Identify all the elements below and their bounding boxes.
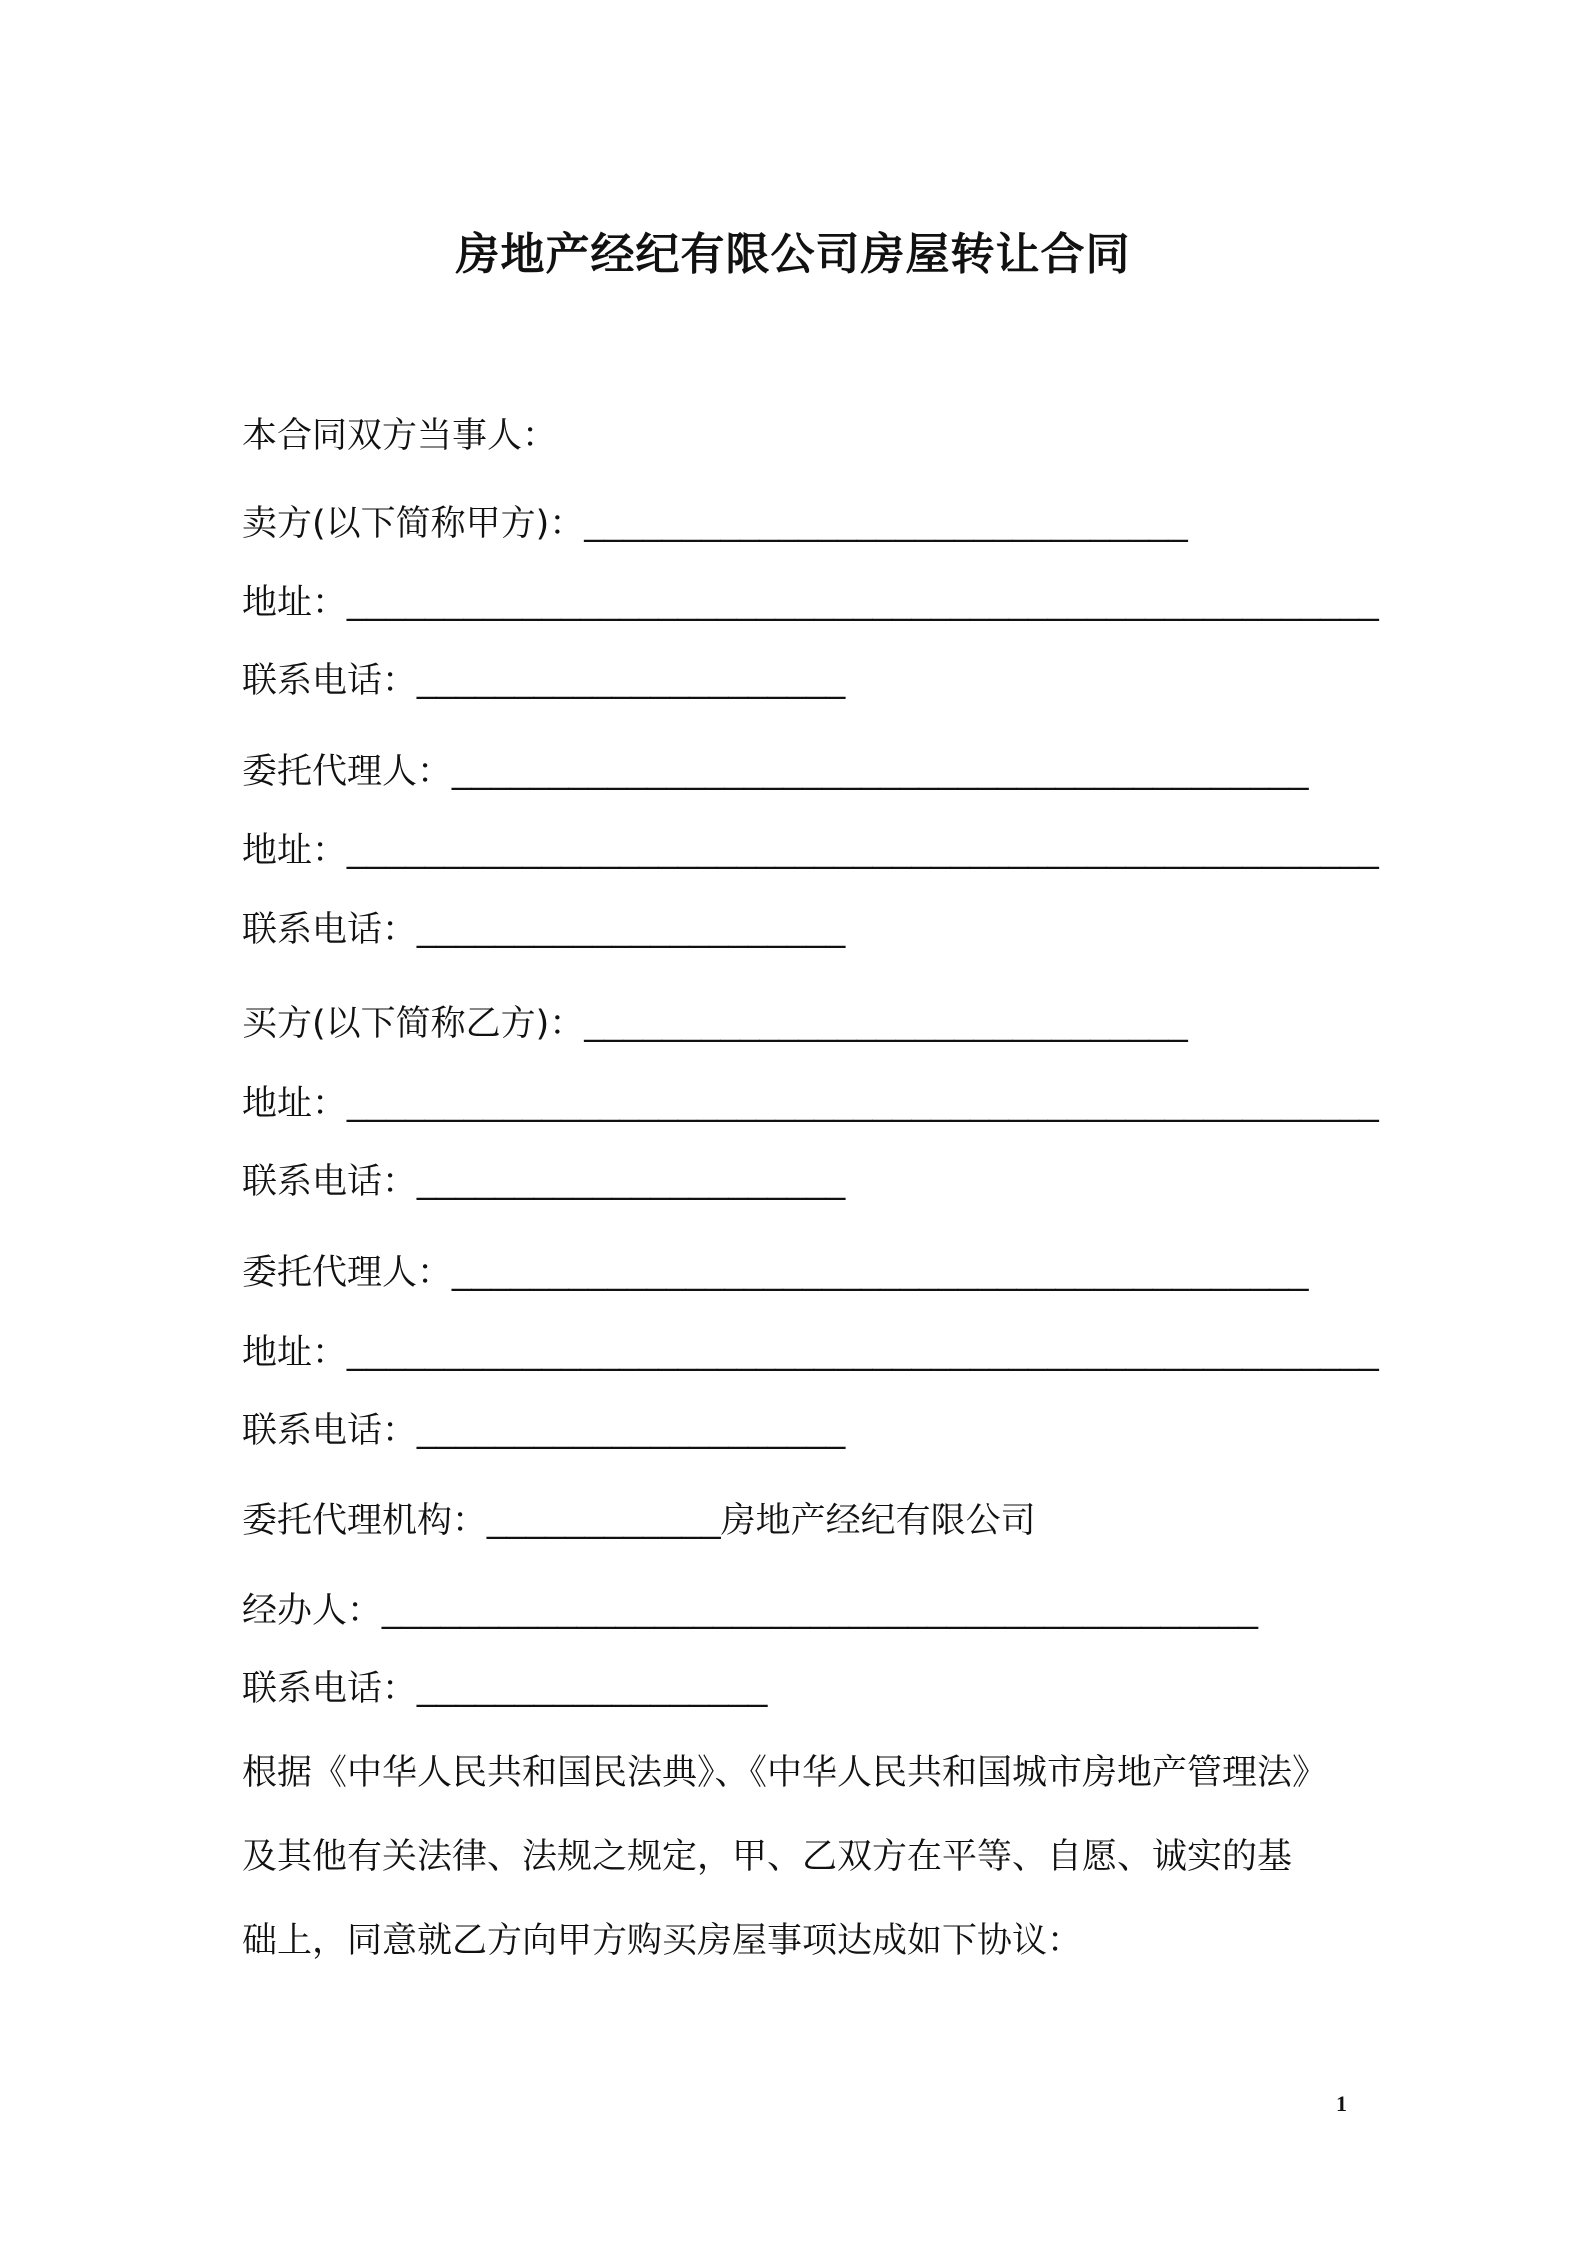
seller-address-line: [242, 582, 1379, 624]
buyer-agent-line: [242, 1252, 1309, 1294]
paragraph-line-3: 础上，同意就乙方向甲方购买房屋事项达成如下协议：: [242, 1921, 1083, 1961]
fill-blank: ______________________: [417, 910, 846, 949]
page-number: 1: [1336, 2091, 1347, 2116]
field-label: 联系电话：: [242, 1669, 418, 1709]
fill-blank: _______________________________: [584, 504, 1188, 543]
buyer-agent-phone-line: [242, 1410, 845, 1452]
fill-blank: _____________________________________________________: [347, 1084, 1379, 1123]
agency-suffix: 房地产经纪有限公司: [720, 1501, 1036, 1541]
field-label: 地址：: [242, 831, 348, 871]
fill-blank: ______________________: [417, 1162, 846, 1201]
fill-blank: _______________________________: [584, 1004, 1188, 1043]
field-label: 联系电话：: [242, 1411, 418, 1451]
field-label: 买方(以下简称乙方)：: [242, 1004, 585, 1044]
seller-agent-phone-line: [242, 909, 845, 951]
field-label: 联系电话：: [242, 910, 418, 950]
buyer-address-line: [242, 1083, 1379, 1125]
fill-blank: ______________________: [417, 1411, 846, 1450]
handler-phone-line: [242, 1668, 767, 1710]
buyer-phone-line: [242, 1161, 845, 1203]
fill-blank: ____________________________________________: [452, 1253, 1309, 1292]
fill-blank: _____________________________________________________: [347, 1333, 1379, 1372]
document-title: 房地产经纪有限公司房屋转让合同: [455, 229, 1131, 280]
field-label: 卖方(以下简称甲方)：: [242, 504, 585, 544]
field-label: 地址：: [242, 1084, 348, 1124]
buyer-line: [242, 1003, 1188, 1045]
field-label: 联系电话：: [242, 1162, 418, 1202]
fill-blank: _____________________________________________________: [347, 831, 1379, 870]
paragraph-line-2: 及其他有关法律、法规之规定，甲、乙双方在平等、自愿、诚实的基: [242, 1837, 1293, 1877]
seller-line: [242, 503, 1188, 545]
paragraph-line-1: 根据《中华人民共和国民法典》、《中华人民共和国城市房地产管理法》: [242, 1753, 1328, 1793]
field-label: 委托代理机构：: [242, 1501, 488, 1541]
seller-agent-address-line: [242, 830, 1379, 872]
seller-phone-line: [242, 660, 845, 702]
fill-blank: ____________: [487, 1501, 721, 1540]
seller-agent-line: [242, 751, 1309, 793]
field-label: 地址：: [242, 1333, 348, 1373]
buyer-agent-address-line: [242, 1332, 1379, 1374]
parties-heading: 本合同双方当事人：: [242, 416, 558, 456]
fill-blank: ______________________: [417, 661, 846, 700]
field-label: 委托代理人：: [242, 1253, 453, 1293]
fill-blank: _____________________________________________________: [347, 583, 1379, 622]
field-label: 地址：: [242, 583, 348, 623]
field-label: 经办人：: [242, 1591, 383, 1631]
agency-line: [242, 1500, 1036, 1542]
fill-blank: __________________: [417, 1669, 768, 1708]
handler-line: [242, 1590, 1258, 1632]
field-label: 联系电话：: [242, 661, 418, 701]
field-label: 委托代理人：: [242, 752, 453, 792]
fill-blank: ____________________________________________: [452, 752, 1309, 791]
fill-blank: _____________________________________________: [382, 1591, 1258, 1630]
